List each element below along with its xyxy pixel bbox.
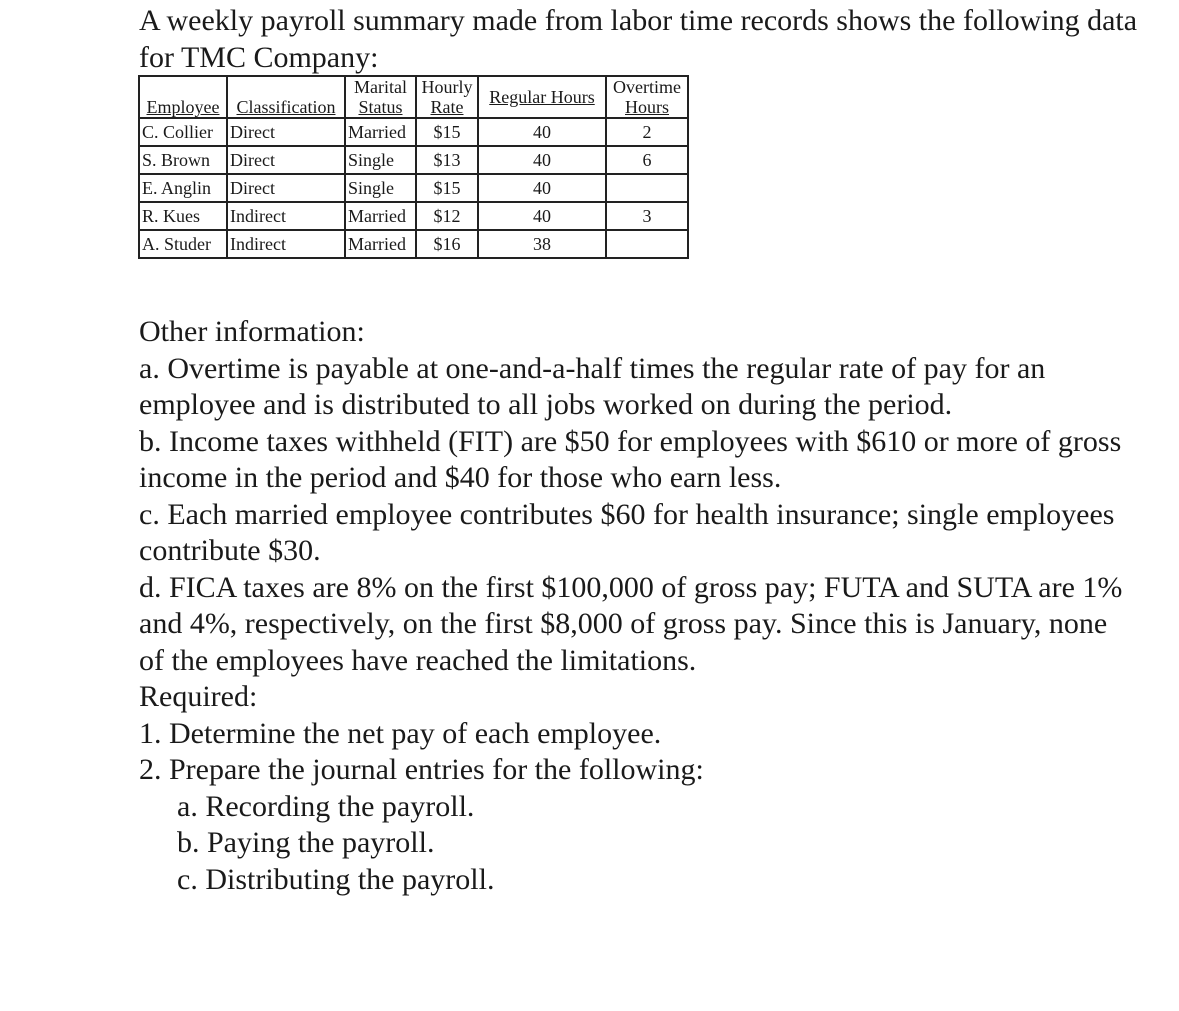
cell-overtime: 3 <box>606 202 688 230</box>
required-sub-c: c. Distributing the payroll. <box>177 862 495 896</box>
cell-overtime <box>606 230 688 258</box>
cell-regular: 38 <box>478 230 606 258</box>
required-item-2: 2. Prepare the journal entries for the following: <box>139 753 704 786</box>
cell-rate: $15 <box>416 118 478 146</box>
required-item-1: 1. Determine the net pay of each employee. <box>139 716 662 750</box>
other-item-c: c. Each married employee contributes $60 for health insurance; single employees contribute $30. <box>139 497 1115 567</box>
table-row <box>139 146 688 174</box>
header-marital-bottom: Status <box>358 97 403 117</box>
header-classification: Classification <box>227 76 345 118</box>
header-hourly-rate <box>416 76 478 118</box>
cell-rate: $12 <box>416 202 478 230</box>
cell-rate: $16 <box>416 230 478 258</box>
cell-employee: S. Brown <box>139 146 227 174</box>
cell-regular: 40 <box>478 174 606 202</box>
header-marital-top: Marital <box>354 77 407 97</box>
cell-employee: A. Studer <box>139 230 227 258</box>
cell-employee: R. Kues <box>139 202 227 230</box>
cell-marital: Married <box>345 202 416 230</box>
required-sub-a: a. Recording the payroll. <box>177 789 475 823</box>
cell-overtime: 2 <box>606 118 688 146</box>
cell-regular: 40 <box>478 202 606 230</box>
cell-regular: 40 <box>478 118 606 146</box>
other-item-d: d. FICA taxes are 8% on the first $100,000 of gross pay; FUTA and SUTA are 1% and 4%, respectively, on the first $8,000 of gross pay. Since this is January, none of the employees have reached the limitations. <box>139 570 1123 677</box>
header-regular-hours <box>478 76 606 118</box>
table-row <box>139 174 688 202</box>
table-row <box>139 118 688 146</box>
header-employee: Employee <box>139 76 227 118</box>
header-overtime-bottom: Hours <box>625 97 669 117</box>
cell-classification: Direct <box>227 174 345 202</box>
payroll-table <box>138 75 689 259</box>
cell-overtime: 6 <box>606 146 688 174</box>
cell-rate: $13 <box>416 146 478 174</box>
other-heading: Other information: <box>139 315 365 348</box>
header-overtime-hours <box>606 76 688 118</box>
cell-marital: Single <box>345 146 416 174</box>
cell-overtime <box>606 174 688 202</box>
cell-rate: $15 <box>416 174 478 202</box>
header-rate-bottom: Rate <box>430 97 464 117</box>
table-row <box>139 230 688 258</box>
cell-employee: C. Collier <box>139 118 227 146</box>
table-header-row <box>139 76 688 118</box>
required-sub-b: b. Paying the payroll. <box>177 826 435 859</box>
intro-text: A weekly payroll summary made from labor time records shows the following data for TMC Company: <box>139 4 1138 74</box>
table-row <box>139 202 688 230</box>
cell-regular: 40 <box>478 146 606 174</box>
header-rate-top: Hourly <box>421 77 473 97</box>
header-overtime-top: Overtime <box>613 77 681 97</box>
cell-classification: Indirect <box>227 202 345 230</box>
other-item-b: b. Income taxes withheld (FIT) are $50 for employees with $610 or more of gross income in the period and $40 for those who earn less. <box>139 424 1122 494</box>
required-heading: Required: <box>139 680 258 713</box>
cell-marital: Married <box>345 118 416 146</box>
cell-classification: Indirect <box>227 230 345 258</box>
cell-classification: Direct <box>227 118 345 146</box>
cell-marital: Married <box>345 230 416 258</box>
header-marital-status <box>345 76 416 118</box>
cell-marital: Single <box>345 174 416 202</box>
other-item-a: a. Overtime is payable at one-and-a-half times the regular rate of pay for an employee and is distributed to all jobs worked on during the period. <box>139 351 1046 421</box>
cell-classification: Direct <box>227 146 345 174</box>
header-regular-label: Regular Hours <box>489 87 595 107</box>
cell-employee: E. Anglin <box>139 174 227 202</box>
other-information <box>139 314 1139 898</box>
